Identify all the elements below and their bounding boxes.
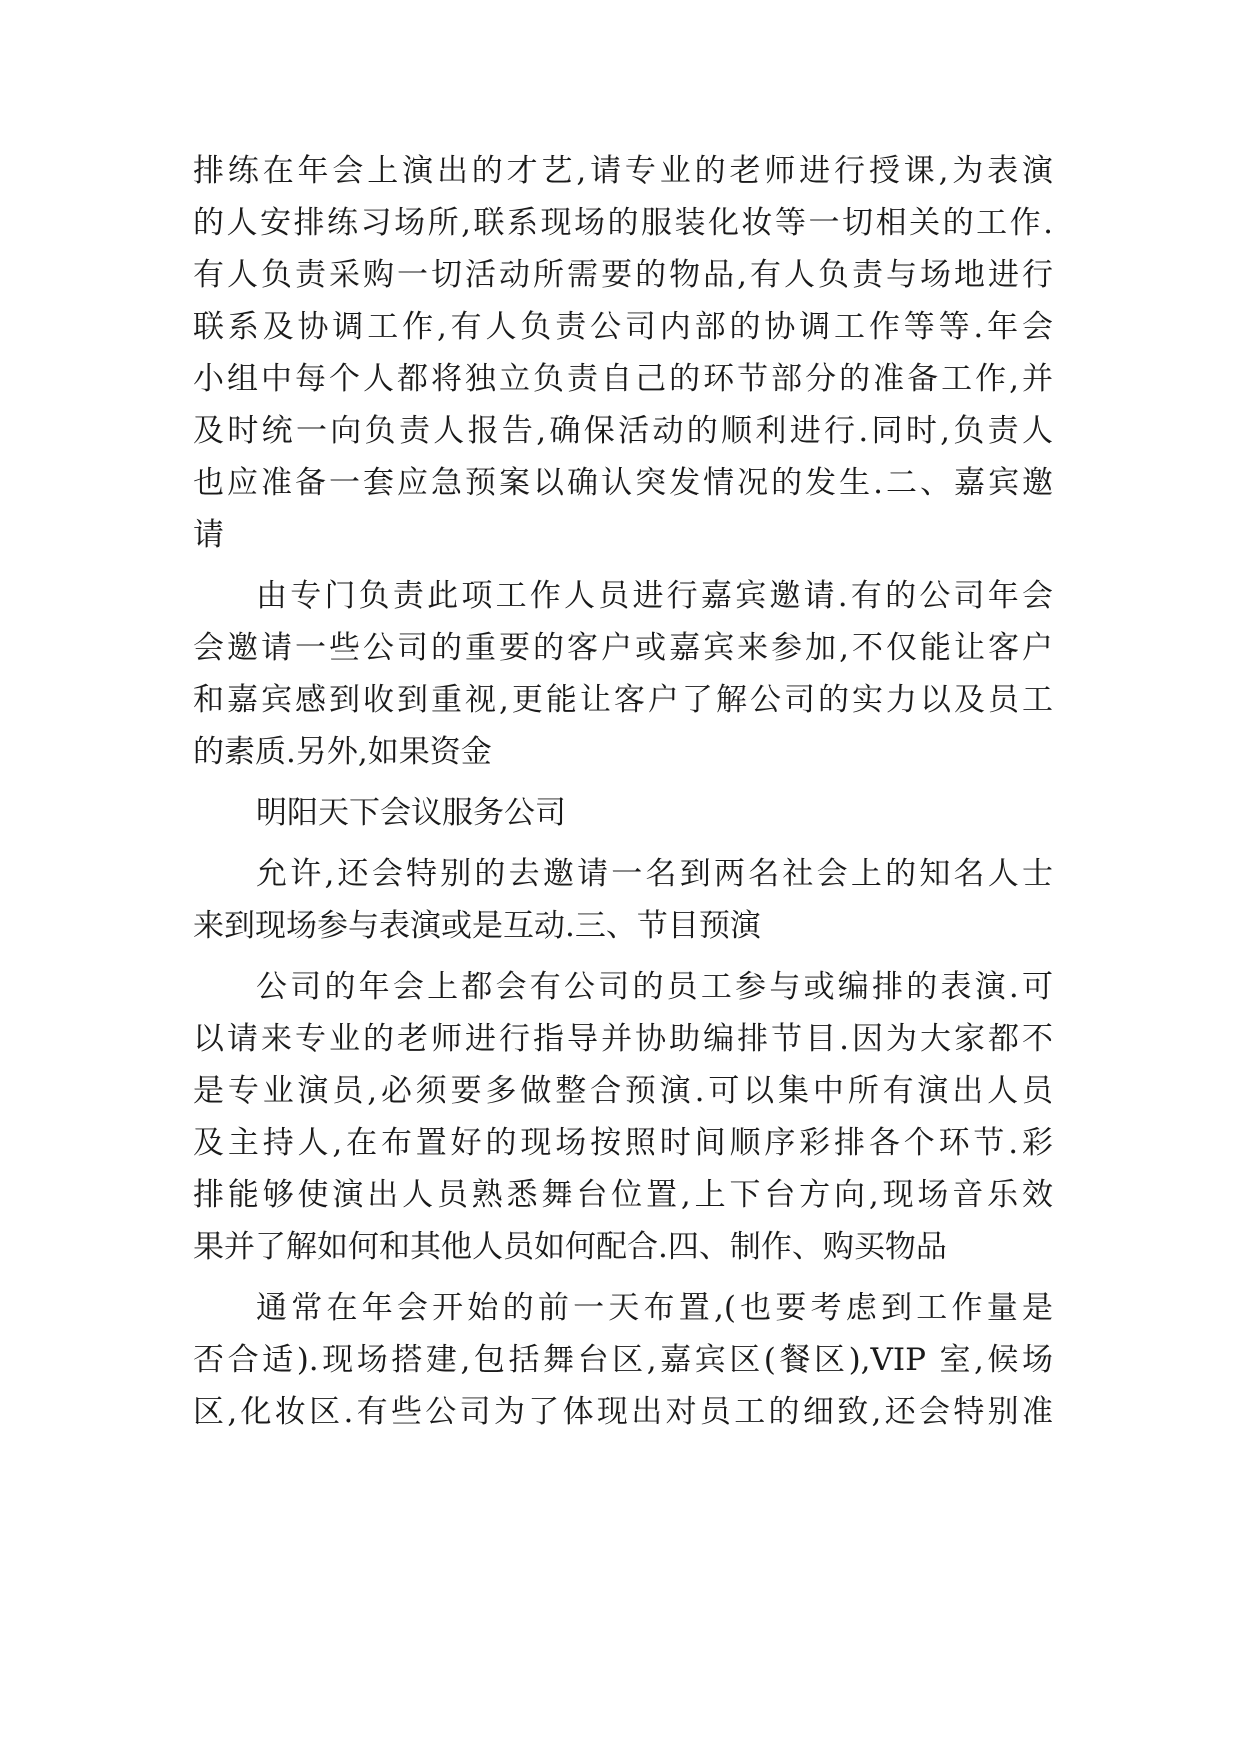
- text-line: 的人安排练习场所,联系现场的服装化妆等一切相关的工作.: [193, 205, 1053, 241]
- text-line: 和嘉宾感到收到重视,更能让客户了解公司的实力以及员工: [193, 682, 1053, 718]
- text-line: 是专业演员,必须要多做整合预演.可以集中所有演出人员: [193, 1073, 1053, 1109]
- text-line: 排能够使演出人员熟悉舞台位置,上下台方向,现场音乐效: [193, 1177, 1053, 1213]
- text-line: 来到现场参与表演或是互动.三、节目预演: [193, 908, 761, 944]
- text-line: 及主持人,在布置好的现场按照时间顺序彩排各个环节.彩: [193, 1125, 1053, 1161]
- text-line: 排练在年会上演出的才艺,请专业的老师进行授课,为表演: [193, 153, 1053, 189]
- text-line: 果并了解如何和其他人员如何配合.四、制作、购买物品: [193, 1229, 947, 1265]
- text-line: 由专门负责此项工作人员进行嘉宾邀请.有的公司年会: [256, 578, 1053, 614]
- text-line: 会邀请一些公司的重要的客户或嘉宾来参加,不仅能让客户: [193, 630, 1053, 666]
- text-line: 否合适).现场搭建,包括舞台区,嘉宾区(餐区),VIP 室,候场: [193, 1342, 1053, 1378]
- text-line: 及时统一向负责人报告,确保活动的顺利进行.同时,负责人: [193, 413, 1053, 449]
- text-line: 有人负责采购一切活动所需要的物品,有人负责与场地进行: [193, 257, 1053, 293]
- text-line: 通常在年会开始的前一天布置,(也要考虑到工作量是: [256, 1290, 1053, 1326]
- text-line: 以请来专业的老师进行指导并协助编排节目.因为大家都不: [193, 1021, 1053, 1057]
- text-line: 小组中每个人都将独立负责自己的环节部分的准备工作,并: [193, 361, 1053, 397]
- text-line: 公司的年会上都会有公司的员工参与或编排的表演.可: [256, 969, 1053, 1005]
- text-line: 也应准备一套应急预案以确认突发情况的发生.二、嘉宾邀: [193, 465, 1053, 501]
- text-line: 区,化妆区.有些公司为了体现出对员工的细致,还会特别准: [193, 1394, 1053, 1430]
- text-line: 请: [193, 517, 224, 553]
- text-line: 允许,还会特别的去邀请一名到两名社会上的知名人士: [256, 856, 1053, 892]
- text-line: 联系及协调工作,有人负责公司内部的协调工作等等.年会: [193, 309, 1053, 345]
- text-line: 明阳天下会议服务公司: [256, 795, 566, 831]
- text-line: 的素质.另外,如果资金: [193, 734, 492, 770]
